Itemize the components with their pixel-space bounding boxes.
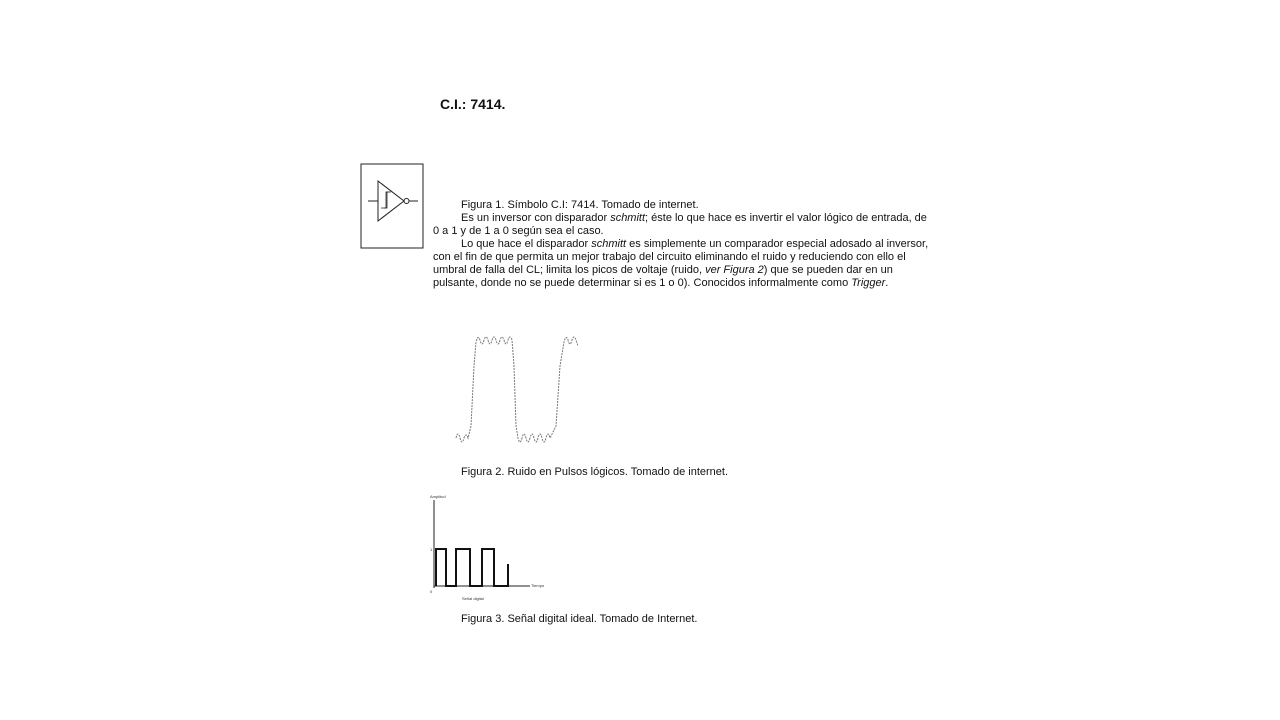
p2-text-a: Lo que hace el disparador — [461, 238, 592, 250]
paragraph-1 — [433, 212, 933, 238]
fig3-ylabel: Amplitud — [430, 494, 446, 499]
p1-text-a: Es un inversor con disparador — [461, 212, 611, 224]
p2-text-d: . — [885, 277, 889, 289]
noise-pulse-figure — [452, 326, 582, 456]
page-title: C.I.: 7414. — [440, 96, 506, 112]
ideal-digital-signal-figure — [426, 492, 548, 604]
p2-text-b: es simplemente un comparador especial adosado al inversor, con el fin de que permita un mejor trabajo del circuito eliminando el ruido y reduciendo con ello el umbral de falla del CL; limita los picos de voltaje (ruido, — [433, 238, 929, 276]
fig3-xlabel: Tiempo — [531, 583, 545, 588]
fig3-tick-one: 1 — [430, 547, 433, 552]
p2-emphasis-1: schmitt — [591, 238, 627, 250]
figure2-caption: Figura 2. Ruido en Pulsos lógicos. Tomado de internet. — [461, 466, 729, 478]
figure3-caption: Figura 3. Señal digital ideal. Tomado de Internet. — [461, 613, 698, 625]
p2-emphasis-2: ver Figura 2 — [705, 264, 764, 276]
fig3-sublabel: Señal digital — [462, 596, 484, 601]
p2-text-c: ) que se pueden dar en un pulsante, donde no se puede determinar si es 1 o 0). Conocidos informalmente como — [433, 264, 893, 289]
p2-emphasis-3: Trigger — [851, 277, 886, 289]
p1-text-b: ; éste lo que hace es invertir el valor lógico de entrada, de 0 a 1 y de 1 a 0 según sea el caso. — [433, 212, 927, 237]
figure1-caption: Figura 1. Símbolo C.I: 7414. Tomado de internet. — [461, 199, 699, 211]
fig3-tick-zero: 0 — [430, 589, 433, 594]
p1-emphasis: schmitt — [610, 212, 646, 224]
body-text — [433, 199, 933, 290]
paragraph-2 — [433, 238, 933, 290]
schmitt-inverter-symbol-icon — [360, 163, 424, 249]
